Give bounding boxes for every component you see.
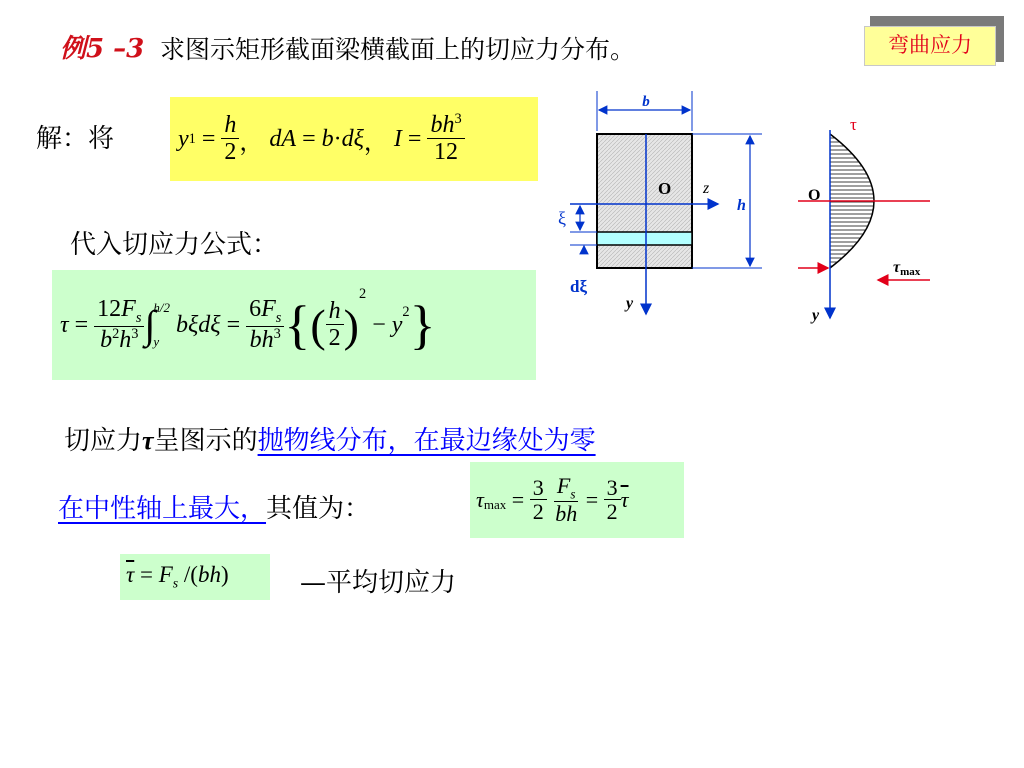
strip-dxi xyxy=(597,232,692,245)
formula-average: $\overline{\tau} = F_s$ /(bh) xyxy=(126,562,229,591)
solution-label: 解：将 xyxy=(36,124,115,154)
formula-box-taumax xyxy=(470,462,684,538)
formula-box-average xyxy=(120,554,270,600)
statement-line2 xyxy=(58,488,370,525)
tau-label: τ xyxy=(850,115,857,134)
b-label: b xyxy=(642,94,650,110)
tau-max-label: τmax xyxy=(893,259,921,278)
rectangular-section xyxy=(597,134,692,268)
cross-section-figure xyxy=(540,86,790,326)
formula-box-shear xyxy=(52,270,536,380)
chapter-tag[interactable]: 弯曲应力 xyxy=(864,26,996,66)
formula-taumax: τ $_{max}$ = $\frac{3}{2}$ $\frac{F_s}{bh}$ = $\frac{3}{2}$ $\overline{\tau}$ xyxy=(476,472,629,527)
statement-line1 xyxy=(64,420,596,457)
formula-given: y 1 = $\frac{h}{2}$ ， dA = b · dξ ， I = $\frac{bh^3}{12}$ xyxy=(178,107,465,171)
stress-y-label: y xyxy=(812,307,820,324)
stress-distribution-figure xyxy=(790,110,970,330)
link-parabolic-distribution[interactable]: 抛物线分布，在最边缘处为零 xyxy=(257,426,596,456)
substitute-text: 代入切应力公式： xyxy=(70,230,279,260)
z-label: z xyxy=(703,180,710,197)
statement-mid: 呈图示的 xyxy=(153,426,258,456)
statement-value: 其值为： xyxy=(266,494,371,524)
problem-title: 求图示矩形截面梁横截面上的切应力分布。 xyxy=(160,35,636,64)
y-label: y xyxy=(626,295,634,312)
tau-symbol: τ xyxy=(142,426,154,455)
formula-shear-stress: τ = $\frac{12F_s}{b^2h^3}$ ∫ h/2 y bξdξ = $\frac{6F_s}{bh^3}$ { ( $\frac{h}{2}$ ) $^2$ − y $^2$ } xyxy=(60,286,436,355)
formula-box-given xyxy=(170,97,538,181)
h-label: h xyxy=(737,197,746,214)
stress-origin-label: O xyxy=(808,187,821,204)
xi-label: ξ xyxy=(558,208,567,228)
origin-label: O xyxy=(658,179,672,198)
link-max-at-neutral-axis[interactable]: 在中性轴上最大， xyxy=(58,494,267,524)
dxi-label: dξ xyxy=(570,277,588,296)
example-number: 例5 –3 xyxy=(60,34,145,64)
average-label: —平均切应力 xyxy=(300,568,457,598)
statement-prefix: 切应力 xyxy=(64,426,143,456)
stress-hatching xyxy=(830,138,890,266)
